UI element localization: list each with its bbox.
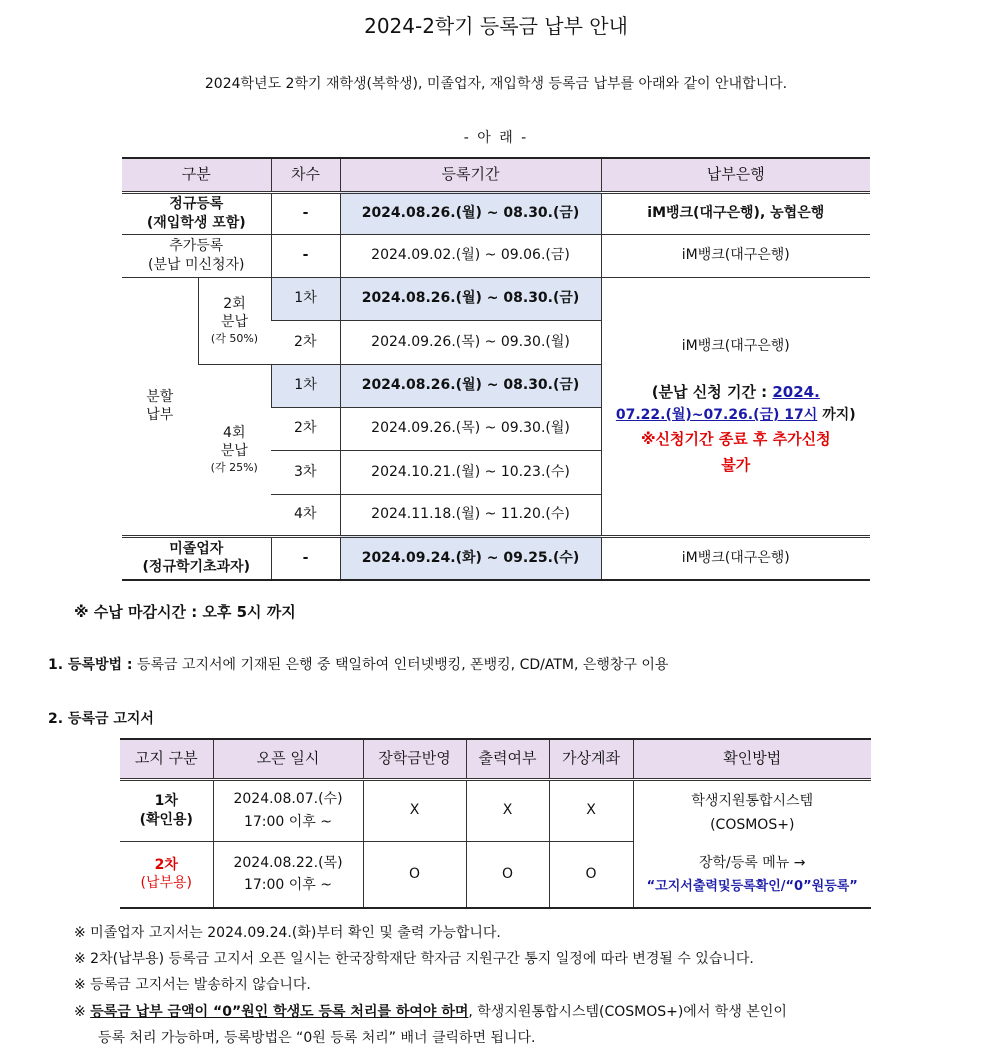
four-period-1: 2024.08.26.(월) ~ 08.30.(금) [340, 364, 601, 407]
header-notice-type: 고지 구분 [120, 739, 213, 779]
split-bank-info: iM뱅크(대구은행) (분납 신청 기간 : 2024. 07.22.(월)~07.26.(금) 17시 까지) ※신청기간 종료 후 추가신청 불가 [601, 277, 870, 536]
section-divider-label: - 아 래 - [463, 130, 529, 146]
ungrad-period: 2024.09.24.(화) ~ 09.25.(수) [340, 536, 601, 580]
warning-line-1: ※신청기간 종료 후 추가신청 [640, 430, 831, 449]
header-scholarship: 장학금반영 [363, 739, 466, 779]
apply-date-1: 2024. [772, 382, 820, 401]
four-installment-label: 4회 분납 (각 25%) [198, 364, 271, 536]
header-method: 확인방법 [633, 739, 871, 779]
table-row [120, 779, 871, 841]
notice-2-scholarship: O [363, 841, 466, 908]
note-2: ※ 2차(납부용) 등록금 고지서 오픈 일시는 한국장학재단 학자금 지원구간 통지 일정에 따라 변경될 수 있습니다. [74, 951, 754, 967]
notice-1-type: 1차 (확인용) [120, 779, 213, 841]
registration-schedule-table [122, 157, 870, 581]
two-period-2: 2024.09.26.(목) ~ 09.30.(월) [340, 320, 601, 364]
four-round-4: 4차 [271, 494, 340, 536]
four-round-3: 3차 [271, 450, 340, 494]
notice-2-date: 2024.08.22.(목) 17:00 이후 ~ [213, 841, 363, 908]
note-3: ※ 등록금 고지서는 발송하지 않습니다. [74, 977, 311, 993]
section-1: 1. 등록방법 : 등록금 고지서에 기재된 은행 중 택일하여 인터넷뱅킹, 폰뱅킹, CD/ATM, 은행창구 이용 [48, 657, 669, 673]
note-5: 등록 처리 가능하며, 등록방법은 “0원 등록 처리” 배너 클릭하면 됩니다. [98, 1030, 536, 1046]
four-period-3: 2024.10.21.(월) ~ 10.23.(수) [340, 450, 601, 494]
note-1: ※ 미졸업자 고지서는 2024.09.24.(화)부터 확인 및 출력 가능합니다. [74, 925, 501, 941]
ungrad-bank: iM뱅크(대구은행) [601, 536, 870, 580]
additional-round: - [271, 234, 340, 277]
notice-1-virtual: X [549, 779, 633, 841]
ungrad-round: - [271, 536, 340, 580]
split-bank: iM뱅크(대구은행) [681, 337, 790, 354]
ungrad-label: 미졸업자 (정규학기초과자) [122, 536, 271, 580]
regular-round: - [271, 192, 340, 234]
deadline-note: ※ 수납 마감시간 : 오후 5시 까지 [74, 603, 296, 621]
notice-2-virtual: O [549, 841, 633, 908]
regular-label: 정규등록 (재입학생 포함) [122, 192, 271, 234]
additional-bank: iM뱅크(대구은행) [601, 234, 870, 277]
regular-bank: iM뱅크(대구은행), 농협은행 [601, 192, 870, 234]
four-period-4: 2024.11.18.(월) ~ 11.20.(수) [340, 494, 601, 536]
four-round-2: 2차 [271, 407, 340, 450]
page-title: 2024-2학기 등록금 납부 안내 [364, 14, 628, 38]
header-print: 출력여부 [466, 739, 549, 779]
method-link: “고지서출력및등록확인/“0”원등록” [646, 878, 858, 894]
two-period-1: 2024.08.26.(월) ~ 08.30.(금) [340, 277, 601, 320]
apply-date-2: 07.22.(월)~07.26.(금) 17시 [615, 407, 818, 424]
header-period: 등록기간 [340, 158, 601, 192]
notice-1-print: X [466, 779, 549, 841]
notice-1-date: 2024.08.07.(수) 17:00 이후 ~ [213, 779, 363, 841]
two-round-2: 2차 [271, 320, 340, 364]
notice-1-scholarship: X [363, 779, 466, 841]
table-row [122, 192, 870, 234]
four-period-2: 2024.09.26.(목) ~ 09.30.(월) [340, 407, 601, 450]
header-round: 차수 [271, 158, 340, 192]
intro-text: 2024학년도 2학기 재학생(복학생), 미졸업자, 재입학생 등록금 납부를 아래와 같이 안내합니다. [204, 76, 788, 92]
header-virtual-account: 가상계좌 [549, 739, 633, 779]
split-label: 분할 납부 [122, 277, 198, 536]
additional-label: 추가등록 (분납 미신청자) [122, 234, 271, 277]
warning-line-2: 불가 [721, 455, 751, 474]
header-category: 구분 [122, 158, 271, 192]
note-4: ※ 등록금 납부 금액이 “0”원인 학생도 등록 처리를 하여야 하며, 학생지원통합시스템(COSMOS+)에서 학생 본인이 [74, 1004, 787, 1020]
table-row [122, 536, 870, 580]
header-bank: 납부은행 [601, 158, 870, 192]
two-round-1: 1차 [271, 277, 340, 320]
header-open-date: 오픈 일시 [213, 739, 363, 779]
additional-period: 2024.09.02.(월) ~ 09.06.(금) [340, 234, 601, 277]
regular-period: 2024.08.26.(월) ~ 08.30.(금) [340, 192, 601, 234]
notice-2-type: 2차 (납부용) [120, 841, 213, 908]
notice-2-print: O [466, 841, 549, 908]
section-2-title: 2. 등록금 고지서 [48, 711, 154, 727]
table-row [122, 277, 870, 320]
invoice-table [120, 738, 871, 909]
four-round-1: 1차 [271, 364, 340, 407]
table-row [122, 234, 870, 277]
two-installment-label: 2회 분납 (각 50%) [198, 277, 271, 364]
check-method: 학생지원통합시스템 (COSMOS+) 장학/등록 메뉴 → “고지서출력및등록확인/“0”원등록” [633, 779, 871, 908]
